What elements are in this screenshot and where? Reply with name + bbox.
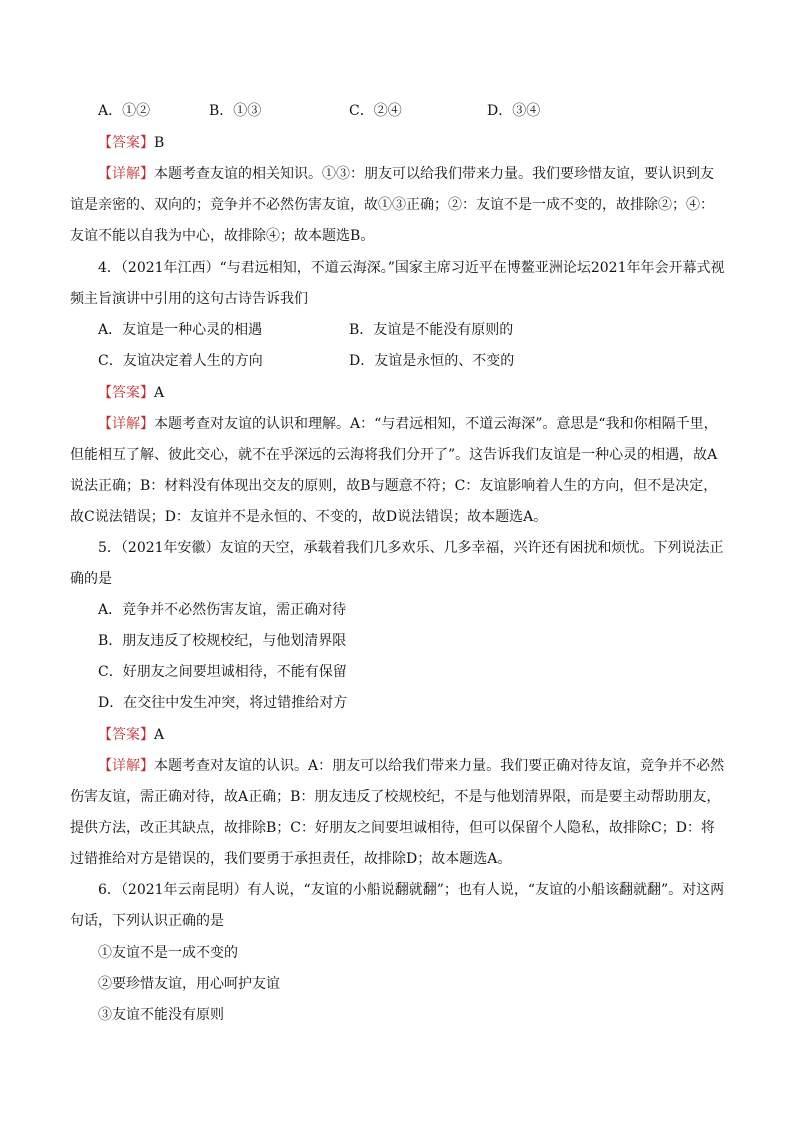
q4-option-a: A．友谊是一种心灵的相遇 xyxy=(98,322,263,338)
q6-item: ①友谊不是一成不变的 xyxy=(98,945,238,961)
q5-option-c: C．好朋友之间要坦诚相待，不能有保留 xyxy=(98,664,347,680)
answer-tag: 【答案】 xyxy=(98,727,154,743)
detail-tag: 【详解】 xyxy=(98,758,154,774)
q3-option-b: B．①③ xyxy=(209,103,262,119)
q3-answer xyxy=(98,133,164,153)
q6-item: ②要珍惜友谊，用心呵护友谊 xyxy=(98,976,280,992)
q5-detail-line: 过错推给对方是错误的，我们要勇于承担责任，故排除D；故本题选A。 xyxy=(70,851,512,867)
q5-stem: 确的是 xyxy=(70,571,112,587)
q3-option-c: C．②④ xyxy=(349,103,402,119)
detail-tag: 【详解】 xyxy=(98,166,154,182)
q6-stem: 句话，下列认识正确的是 xyxy=(70,913,224,929)
detail-tag: 【详解】 xyxy=(98,416,154,432)
answer-value: B xyxy=(154,135,165,151)
q5-detail-line: 提供方法，改正其缺点，故排除B；C：好朋友之间要坦诚相待，但可以保留个人隐私，故排除C；D：将 xyxy=(70,820,715,836)
q6-item: ③友谊不能没有原则 xyxy=(98,1007,224,1023)
q3-option-a: A．①② xyxy=(98,103,151,119)
q5-option-b: B．朋友违反了校规校纪，与他划清界限 xyxy=(98,633,347,649)
q4-option-d: D．友谊是永恒的、不变的 xyxy=(349,353,515,369)
answer-tag: 【答案】 xyxy=(98,385,154,401)
q5-option-d: D．在交往中发生冲突，将过错推给对方 xyxy=(98,695,348,711)
q4-detail-line: 故C说法错误；D：友谊并不是永恒的、不变的，故D说法错误；故本题选A。 xyxy=(70,509,548,525)
q4-detail-line: 但能相互了解、彼此交心，就不在乎深远的云海将我们分开了”。这告诉我们友谊是一种心灵的相遇，故A xyxy=(70,447,718,463)
answer-value: A xyxy=(154,727,165,743)
q3-option-d: D．③④ xyxy=(487,103,541,119)
q5-option-a: A．竞争并不必然伤害友谊，需正确对待 xyxy=(98,602,347,618)
q3-detail-line: 谊是亲密的、双向的；竞争并不必然伤害友谊，故①③正确；②：友谊不是一成不变的，故排除②；④： xyxy=(70,197,714,213)
q4-detail-line: 【详解】本题考查对友谊的认识和理解。A：“与君远相知，不道云海深”。意思是“我和你相隔千里， xyxy=(98,416,718,432)
q4-option-b: B．友谊是不能没有原则的 xyxy=(349,322,514,338)
answer-value: A xyxy=(154,385,165,401)
q4-answer xyxy=(98,383,164,403)
q4-option-c: C．友谊决定着人生的方向 xyxy=(98,353,263,369)
q4-detail-line: 说法正确；B：材料没有体现出交友的原则，故B与题意不符；C：友谊影响着人生的方向，但不是决定， xyxy=(70,478,718,494)
q4-stem: 4．（2021年江西）“与君远相知，不道云海深。”国家主席习近平在博鳌亚洲论坛2021年年会开幕式视 xyxy=(98,260,725,276)
answer-tag: 【答案】 xyxy=(98,135,154,151)
q3-detail-line: 【详解】本题考查友谊的相关知识。①③：朋友可以给我们带来力量。我们要珍惜友谊，要认识到友 xyxy=(98,166,714,182)
q5-detail-line: 伤害友谊，需正确对待，故A正确；B：朋友违反了校规校纪，不是与他划清界限，而是要主动帮助朋友， xyxy=(70,789,721,805)
q5-detail-line: 【详解】本题考查对友谊的认识。A：朋友可以给我们带来力量。我们要正确对待友谊，竞争并不必然 xyxy=(98,758,725,774)
q3-detail-line: 友谊不能以自我为中心，故排除④；故本题选B。 xyxy=(70,228,375,244)
q4-stem: 频主旨演讲中引用的这句古诗告诉我们 xyxy=(70,291,308,307)
q5-answer xyxy=(98,725,164,745)
q6-stem: 6．（2021年云南昆明）有人说，“友谊的小船说翻就翻”；也有人说，“友谊的小船该翻就翻”。对这两 xyxy=(98,882,725,898)
q5-stem: 5．（2021年安徽）友谊的天空，承载着我们几多欢乐、几多幸福，兴许还有困扰和烦忧。下列说法正 xyxy=(98,540,724,556)
